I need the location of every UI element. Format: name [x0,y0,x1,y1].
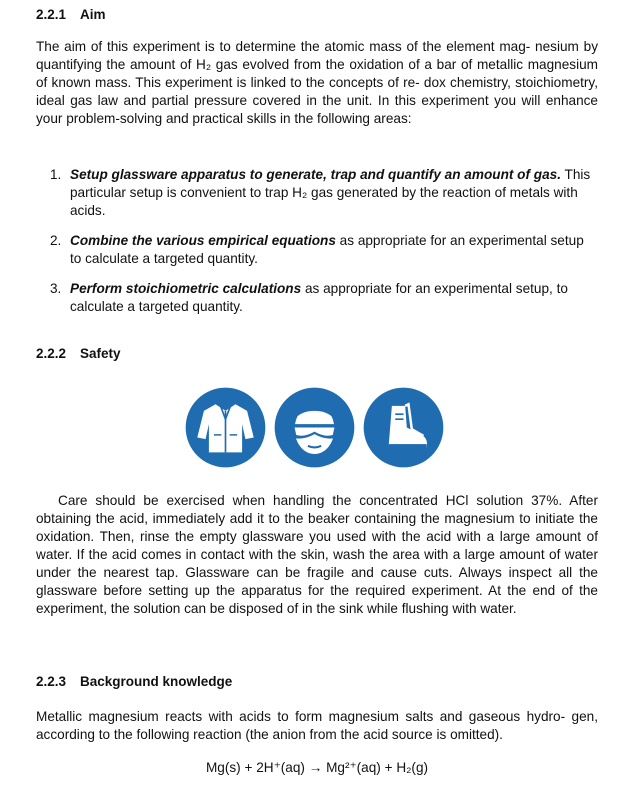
reaction-equation: Mg(s) + 2H⁺(aq) → Mg²⁺(aq) + H₂(g) [205,760,429,775]
list-item [50,232,598,268]
section-title: Aim [80,7,106,22]
section-title: Background knowledge [80,674,233,689]
lab-coat-icon [184,386,267,469]
section-number: 2.2.3 [36,674,67,689]
list-item-text: as appropriate for an experimental setup to calculate a targeted quantity. [70,233,584,266]
section-number: 2.2.1 [36,7,67,22]
safety-paragraph: Care should be exercised when handling the concentrated HCl solution 37%. After obtaining the acid, immediately add it to the beaker containing the magnesium to initiate the oxidation. Then, rinse the empty glassware you used with the acid with a large amount of water. If the acid comes in contact with the skin, wash the area with a large amount of water under the nearest tap. Glassware can be fragile and cause cuts. Always inspect all the glassware before setting up the apparatus for the required experiment. At the end of the experiment, the solution can be disposed of in the sink while flushing with water. [36,493,598,616]
list-item [50,166,598,220]
background-paragraph: Metallic magnesium reacts with acids to form magnesium salts and gaseous hydro- gen, according to the following reaction (the anion from the acid source is omitted). [36,709,598,742]
list-number: 2. [50,233,62,248]
list-item-emphasis: Setup glassware apparatus to generate, trap and quantify an amount of gas. [70,167,561,182]
section-title: Safety [80,346,121,361]
safety-goggles-icon [273,386,356,469]
list-number: 1. [50,167,62,182]
list-item-emphasis: Perform stoichiometric calculations [70,281,302,296]
section-number: 2.2.2 [36,346,67,361]
list-item-emphasis: Combine the various empirical equations [70,233,336,248]
skills-list [50,166,598,328]
section-heading-aim [36,7,106,22]
aim-paragraph: The aim of this experiment is to determine the atomic mass of the element mag- nesium by quantifying the amount of H₂ gas evolved from the oxidation of a bar of metallic magnesium of known mass. This experiment is linked to the concepts of re- dox chemistry, stoichiometry, ideal gas law and partial pressure covered in the unit. In this experiment you will enhance your problem-solving and practical skills in the following areas: [36,39,598,126]
section-heading-safety [36,346,121,361]
list-number: 3. [50,281,62,296]
safety-boots-icon [362,386,445,469]
list-item-text: This particular setup is convenient to trap H₂ gas generated by the reaction of metals with acids. [70,167,591,218]
list-item [50,280,598,316]
safety-icons [184,386,454,474]
section-heading-background [36,674,232,689]
list-item-text: as appropriate for an experimental setup, to calculate a targeted quantity. [70,281,568,314]
